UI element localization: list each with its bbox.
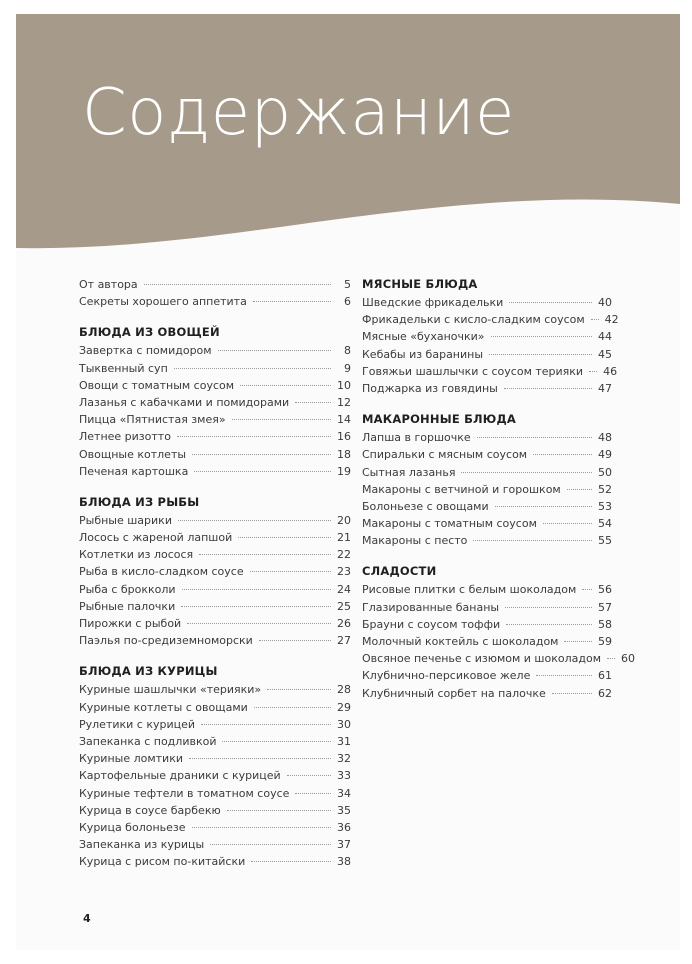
toc-entry-title: Спиральки с мясным соусом xyxy=(362,448,528,462)
toc-entry-title: Рисовые плитки с белым шоколадом xyxy=(362,583,577,597)
toc-entry-page: 37 xyxy=(337,838,351,852)
toc-section xyxy=(79,494,351,650)
toc-entry xyxy=(362,311,619,328)
toc-entry-title: Секреты хорошего аппетита xyxy=(79,295,247,309)
toc-entry-title: Мясные «буханочки» xyxy=(362,330,485,344)
toc-entry-title: Пирожки с рыбой xyxy=(79,617,182,630)
toc-entry-page: 21 xyxy=(337,531,351,545)
toc-entry xyxy=(79,716,351,733)
toc-dot-leader xyxy=(250,571,331,572)
toc-entry xyxy=(362,294,612,311)
toc-entry xyxy=(362,446,612,463)
toc-entry xyxy=(79,632,351,649)
toc-dot-leader xyxy=(589,371,597,372)
toc-entry xyxy=(79,785,351,802)
toc-entry-title: Рыбные палочки xyxy=(79,599,176,613)
toc-dot-leader xyxy=(144,284,331,285)
toc-entry-title: Куриные тефтели в томатном соусе xyxy=(79,786,290,800)
toc-section xyxy=(79,324,351,480)
toc-entry-title: Брауни с соусом тоффи xyxy=(362,617,501,631)
toc-entry-title: Сытная лазанья xyxy=(362,465,456,479)
toc-entry-page: 52 xyxy=(598,482,612,496)
toc-dot-leader xyxy=(491,336,592,337)
toc-entry-page: 9 xyxy=(344,361,351,375)
toc-section xyxy=(362,276,619,397)
toc-dot-leader xyxy=(199,554,331,555)
toc-left-sections xyxy=(79,324,351,870)
toc-entry-page: 56 xyxy=(598,583,612,597)
toc-entry-title: Курица с рисом по-китайски xyxy=(79,855,246,869)
toc-entry xyxy=(362,667,612,684)
toc-entry-page: 29 xyxy=(337,700,351,714)
toc-entry-title: Молочный коктейль с шоколадом xyxy=(362,635,559,648)
toc-section-heading: БЛЮДА ИЗ ОВОЩЕЙ xyxy=(79,325,220,340)
toc-entry-title: Макароны с томатным соусом xyxy=(362,517,537,531)
toc-entry-page: 34 xyxy=(337,786,351,800)
toc-right-sections xyxy=(362,276,636,702)
page-title: Содержание xyxy=(82,76,515,150)
toc-dot-leader xyxy=(543,523,592,524)
toc-dot-leader xyxy=(227,810,331,811)
toc-entry xyxy=(362,581,612,598)
toc-entry-title: Летнее ризотто xyxy=(79,430,171,444)
toc-entry xyxy=(362,481,612,498)
toc-entry xyxy=(362,380,612,397)
toc-intro-list xyxy=(79,276,351,310)
toc-entry-page: 30 xyxy=(337,717,351,731)
toc-entry xyxy=(79,342,351,359)
toc-entry xyxy=(79,750,351,767)
toc-entry-title: Поджарка из говядины xyxy=(362,381,498,395)
toc-entry-page: 16 xyxy=(337,430,351,444)
toc-dot-leader xyxy=(192,827,331,828)
toc-entry-page: 23 xyxy=(337,565,351,579)
toc-entry-title: Котлетки из лосося xyxy=(79,548,194,562)
toc-entry-page: 42 xyxy=(604,313,619,327)
toc-entry-title: Макароны с песто xyxy=(362,534,468,548)
toc-entry-page: 49 xyxy=(598,448,612,462)
toc-entry-page: 45 xyxy=(598,347,612,361)
toc-dot-leader xyxy=(251,861,331,862)
toc-entry-title: Рыбные шарики xyxy=(79,513,172,527)
toc-entry-title: Кебабы из баранины xyxy=(362,347,484,361)
toc-entry xyxy=(79,681,351,698)
toc-entry-title: Рыба в кисло-сладком соусе xyxy=(79,565,244,579)
toc-entry-title: Картофельные драники с курицей xyxy=(79,769,281,783)
toc-dot-leader xyxy=(504,388,592,389)
toc-entry xyxy=(79,546,351,563)
toc-entry-page: 8 xyxy=(344,344,351,358)
toc-entry-page: 48 xyxy=(598,431,612,445)
toc-entry-title: Куриные шашлычки «терияки» xyxy=(79,683,262,697)
toc-entry xyxy=(79,581,351,598)
toc-dot-leader xyxy=(489,354,592,355)
toc-entry-page: 36 xyxy=(337,820,351,834)
toc-dot-leader xyxy=(240,385,331,386)
toc-dot-leader xyxy=(461,472,592,473)
toc-entry xyxy=(79,767,351,784)
toc-entry-title: Шведские фрикадельки xyxy=(362,296,504,309)
toc-entry xyxy=(362,515,612,532)
toc-section-heading: СЛАДОСТИ xyxy=(362,564,437,579)
toc-entry xyxy=(362,650,636,667)
toc-entry-title: Лазанья с кабачками и помидорами xyxy=(79,395,290,409)
toc-entry-title: Тыквенный суп xyxy=(79,361,168,375)
toc-entry-page: 55 xyxy=(598,534,612,548)
toc-dot-leader xyxy=(287,775,331,776)
toc-entry xyxy=(79,615,351,632)
toc-entry xyxy=(79,819,351,836)
toc-entry xyxy=(362,616,612,633)
toc-dot-leader xyxy=(177,436,331,437)
toc-entry xyxy=(362,464,612,481)
toc-entry-page: 60 xyxy=(621,652,636,666)
toc-entry-page: 47 xyxy=(598,381,612,395)
toc-entry-page: 14 xyxy=(337,413,351,427)
toc-entry xyxy=(79,836,351,853)
toc-entry-page: 6 xyxy=(344,295,351,309)
toc-dot-leader xyxy=(267,689,331,690)
toc-dot-leader xyxy=(259,640,331,641)
toc-entry-page: 44 xyxy=(598,330,612,344)
toc-entry-page: 5 xyxy=(344,278,351,291)
toc-entry-title: От автора xyxy=(79,278,138,291)
toc-dot-leader xyxy=(181,606,331,607)
toc-section xyxy=(362,563,636,701)
toc-entry xyxy=(362,633,612,650)
toc-entry xyxy=(79,276,351,293)
toc-entry-title: Запеканка из курицы xyxy=(79,838,205,852)
toc-dot-leader xyxy=(232,419,331,420)
toc-dot-leader xyxy=(174,368,331,369)
toc-entry xyxy=(79,529,351,546)
toc-dot-leader xyxy=(254,707,331,708)
toc-entry-title: Куриные котлеты с овощами xyxy=(79,700,248,714)
toc-dot-leader xyxy=(505,607,592,608)
toc-entry-title: Лапша в горшочке xyxy=(362,431,471,445)
toc-entry-title: Овощные котлеты xyxy=(79,447,187,461)
toc-left-column xyxy=(79,276,351,870)
toc-entry-title: Овсяное печенье с изюмом и шоколадом xyxy=(362,652,602,666)
toc-entry-page: 12 xyxy=(337,395,351,409)
toc-entry xyxy=(79,802,351,819)
toc-entry xyxy=(79,598,351,615)
toc-dot-leader xyxy=(495,506,592,507)
toc-entry xyxy=(362,346,612,363)
toc-entry xyxy=(79,293,351,310)
toc-dot-leader xyxy=(506,624,592,625)
toc-entry-page: 53 xyxy=(598,499,612,513)
page-number: 4 xyxy=(83,912,91,925)
toc-entry xyxy=(79,446,351,463)
toc-entry xyxy=(79,377,351,394)
toc-entry xyxy=(362,498,612,515)
toc-entry-page: 38 xyxy=(337,855,351,869)
toc-entry-title: Лосось с жареной лапшой xyxy=(79,531,233,545)
toc-entry-page: 33 xyxy=(337,769,351,783)
toc-entry-title: Говяжьи шашлычки с соусом терияки xyxy=(362,364,584,378)
toc-entry-title: Фрикадельки с кисло-сладким соусом xyxy=(362,313,585,327)
toc-dot-leader xyxy=(567,489,592,490)
toc-entry-page: 46 xyxy=(603,364,618,378)
toc-dot-leader xyxy=(295,402,331,403)
toc-dot-leader xyxy=(477,437,592,438)
toc-entry xyxy=(79,411,351,428)
toc-entry xyxy=(79,428,351,445)
toc-section-heading: МАКАРОННЫЕ БЛЮДА xyxy=(362,412,517,427)
toc-dot-leader xyxy=(192,454,331,455)
toc-entry-page: 18 xyxy=(337,447,351,461)
toc-entry-title: Клубнично-персиковое желе xyxy=(362,669,531,683)
toc-section xyxy=(79,663,351,870)
toc-entry-title: Макароны с ветчиной и горошком xyxy=(362,482,561,496)
toc-entry-page: 62 xyxy=(598,686,612,700)
toc-entry-title: Овощи с томатным соусом xyxy=(79,378,235,392)
toc-dot-leader xyxy=(509,302,592,303)
toc-dot-leader xyxy=(295,793,331,794)
toc-entry-page: 25 xyxy=(337,599,351,613)
toc-section-heading: БЛЮДА ИЗ РЫБЫ xyxy=(79,494,200,509)
toc-dot-leader xyxy=(194,471,331,472)
toc-dot-leader xyxy=(201,724,331,725)
toc-dot-leader xyxy=(222,741,331,742)
toc-entry xyxy=(79,463,351,480)
toc-section xyxy=(362,411,612,549)
toc-entry-page: 20 xyxy=(337,513,351,527)
toc-entry-title: Курица болоньезе xyxy=(79,820,186,834)
toc-entry-page: 24 xyxy=(337,582,351,596)
toc-dot-leader xyxy=(182,589,331,590)
toc-right-column xyxy=(362,276,636,702)
toc-dot-leader xyxy=(564,641,592,642)
toc-dot-leader xyxy=(253,301,331,302)
book-page xyxy=(16,14,680,950)
toc-entry-page: 27 xyxy=(337,634,351,648)
toc-entry-page: 28 xyxy=(337,683,351,697)
toc-entry-title: Пицца «Пятнистая змея» xyxy=(79,413,226,427)
toc-entry-page: 40 xyxy=(598,296,612,309)
toc-dot-leader xyxy=(533,454,592,455)
toc-entry-page: 54 xyxy=(598,517,612,531)
toc-dot-leader xyxy=(552,693,592,694)
toc-entry xyxy=(362,599,612,616)
toc-entry-page: 10 xyxy=(337,378,351,392)
toc-dot-leader xyxy=(178,520,331,521)
toc-entry-title: Паэлья по-средиземноморски xyxy=(79,634,253,648)
toc-entry-page: 59 xyxy=(598,635,612,648)
toc-entry-page: 35 xyxy=(337,803,351,817)
toc-entry-title: Печеная картошка xyxy=(79,464,189,478)
toc-entry-page: 32 xyxy=(337,752,351,766)
toc-entry-page: 57 xyxy=(598,600,612,614)
toc-entry-title: Глазированные бананы xyxy=(362,600,500,614)
toc-entry xyxy=(79,394,351,411)
toc-entry xyxy=(362,429,612,446)
toc-entry-page: 31 xyxy=(337,734,351,748)
toc-entry xyxy=(362,532,612,549)
toc-entry-page: 22 xyxy=(337,548,351,562)
toc-entry-title: Куриные ломтики xyxy=(79,752,184,766)
toc-dot-leader xyxy=(187,623,331,624)
toc-entry xyxy=(362,685,612,702)
toc-entry-title: Рулетики с курицей xyxy=(79,717,196,731)
toc-entry xyxy=(79,360,351,377)
toc-entry-page: 58 xyxy=(598,617,612,631)
toc-dot-leader xyxy=(591,319,599,320)
toc-dot-leader xyxy=(238,537,331,538)
toc-entry xyxy=(362,328,612,345)
toc-entry xyxy=(79,733,351,750)
toc-dot-leader xyxy=(582,589,592,590)
toc-entry-page: 50 xyxy=(598,465,612,479)
toc-entry-title: Клубничный сорбет на палочке xyxy=(362,686,546,700)
toc-dot-leader xyxy=(189,758,331,759)
toc-entry-title: Курица в соусе барбекю xyxy=(79,803,221,817)
toc-entry-title: Запеканка с подливкой xyxy=(79,734,217,748)
toc-entry-title: Рыба с брокколи xyxy=(79,582,176,596)
toc-entry xyxy=(362,363,618,380)
toc-entry-page: 26 xyxy=(337,617,351,630)
toc-dot-leader xyxy=(607,658,615,659)
toc-entry-title: Болоньезе с овощами xyxy=(362,499,489,513)
toc-dot-leader xyxy=(210,844,331,845)
toc-entry xyxy=(79,512,351,529)
toc-section-heading: БЛЮДА ИЗ КУРИЦЫ xyxy=(79,664,218,679)
toc-entry-title: Завертка с помидором xyxy=(79,344,212,358)
toc-entry xyxy=(79,699,351,716)
toc-entry xyxy=(79,853,351,870)
toc-dot-leader xyxy=(218,350,331,351)
toc-dot-leader xyxy=(473,540,592,541)
toc-entry xyxy=(79,563,351,580)
toc-section-heading: МЯСНЫЕ БЛЮДА xyxy=(362,277,478,291)
toc-dot-leader xyxy=(536,675,592,676)
toc-entry-page: 61 xyxy=(598,669,612,683)
toc-entry-page: 19 xyxy=(337,464,351,478)
